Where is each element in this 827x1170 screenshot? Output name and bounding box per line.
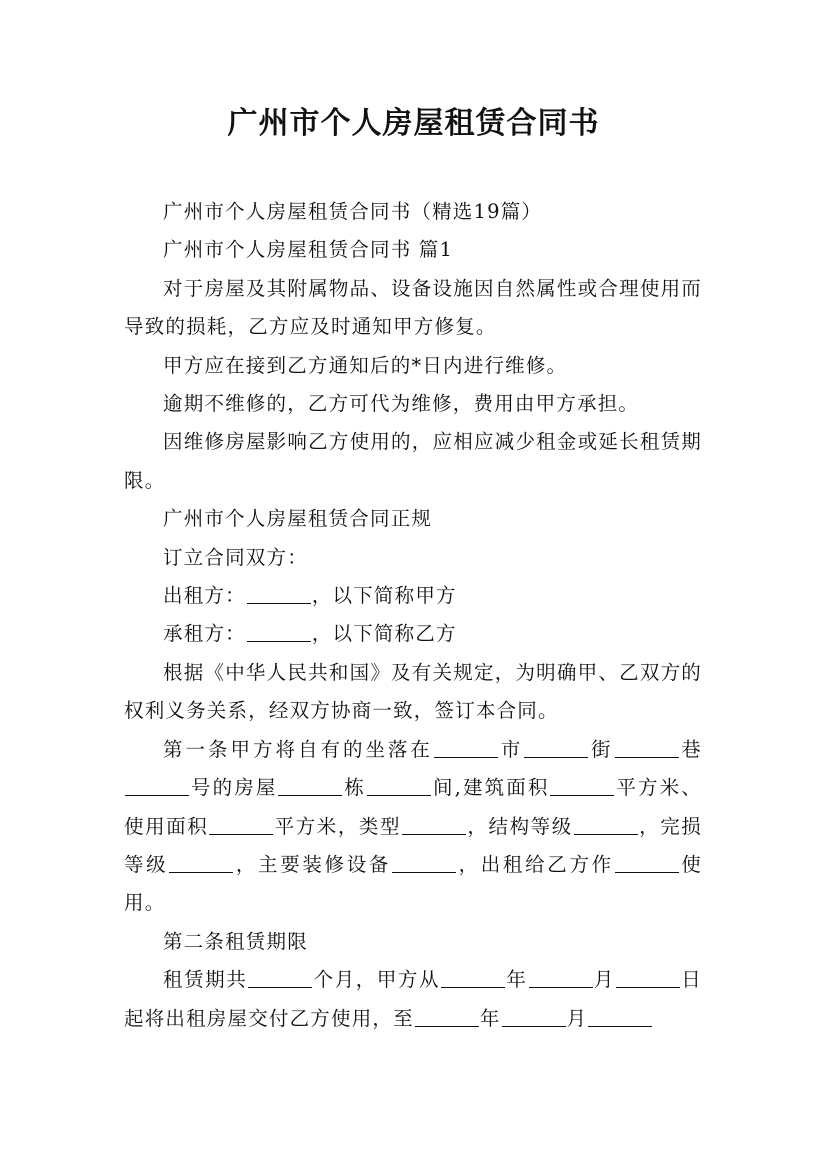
document-body bbox=[124, 193, 702, 1038]
paragraph: 订立合同双方： bbox=[163, 545, 308, 569]
fill-in-blank bbox=[169, 852, 233, 873]
fill-in-blank bbox=[574, 814, 638, 835]
fill-in-blank bbox=[367, 776, 431, 797]
paragraph: 根据《中华人民共和国》及有关规定，为明确甲、乙双方的权利义务关系，经双方协商一致，签订本合同。 bbox=[124, 660, 702, 723]
fill-in-blank bbox=[125, 776, 189, 797]
fill-in-blank bbox=[209, 814, 273, 835]
fill-in-blank bbox=[415, 1006, 479, 1027]
fill-in-blank bbox=[524, 737, 588, 758]
paragraph: 租赁期共 个月，甲方从 年 月 日起将出租房屋交付乙方使用，至 年 月 bbox=[124, 968, 703, 1030]
fill-in-blank bbox=[616, 968, 680, 989]
paragraph: 广州市个人房屋租赁合同正规 bbox=[163, 507, 433, 531]
fill-in-blank bbox=[247, 584, 311, 605]
fill-in-blank bbox=[615, 737, 679, 758]
paragraph: 逾期不维修的，乙方可代为维修，费用由甲方承担。 bbox=[163, 392, 640, 416]
fill-in-blank bbox=[248, 968, 312, 989]
paragraph: 甲方应在接到乙方通知后的*日内进行维修。 bbox=[163, 353, 568, 377]
paragraph: 广州市个人房屋租赁合同书（精选19篇） bbox=[163, 200, 543, 223]
fill-in-blank bbox=[441, 968, 505, 989]
paragraph: 因维修房屋影响乙方使用的，应相应减少租金或延长租赁期限。 bbox=[124, 430, 702, 492]
fill-in-blank bbox=[402, 814, 466, 835]
document-title: 广州市个人房屋租赁合同书 bbox=[227, 106, 600, 141]
fill-in-blank bbox=[529, 968, 593, 989]
paragraph: 广州市个人房屋租赁合同书 篇1 bbox=[163, 238, 454, 262]
paragraph: 承租方： ，以下简称乙方 bbox=[163, 622, 457, 646]
paragraph: 出租方： ，以下简称甲方 bbox=[163, 584, 457, 608]
fill-in-blank bbox=[615, 852, 679, 873]
paragraph: 对于房屋及其附属物品、设备设施因自然属性或合理使用而导致的损耗，乙方应及时通知甲方修复。 bbox=[124, 276, 702, 339]
fill-in-blank bbox=[502, 1006, 566, 1027]
fill-in-blank bbox=[434, 737, 498, 758]
fill-in-blank bbox=[392, 852, 456, 873]
paragraph: 第二条租赁期限 bbox=[163, 929, 308, 953]
paragraph: 第一条甲方将自有的坐落在 市 街 巷号的房屋 栋 间,建筑面积 平方米、使用面积 平方米，类型 ，结构等级 ，完损等级 ，主要装修设备 ，出租给乙方作 使用。 bbox=[124, 737, 703, 915]
fill-in-blank bbox=[278, 776, 342, 797]
fill-in-blank bbox=[247, 622, 311, 643]
fill-in-blank bbox=[588, 1006, 652, 1027]
fill-in-blank bbox=[550, 776, 614, 797]
